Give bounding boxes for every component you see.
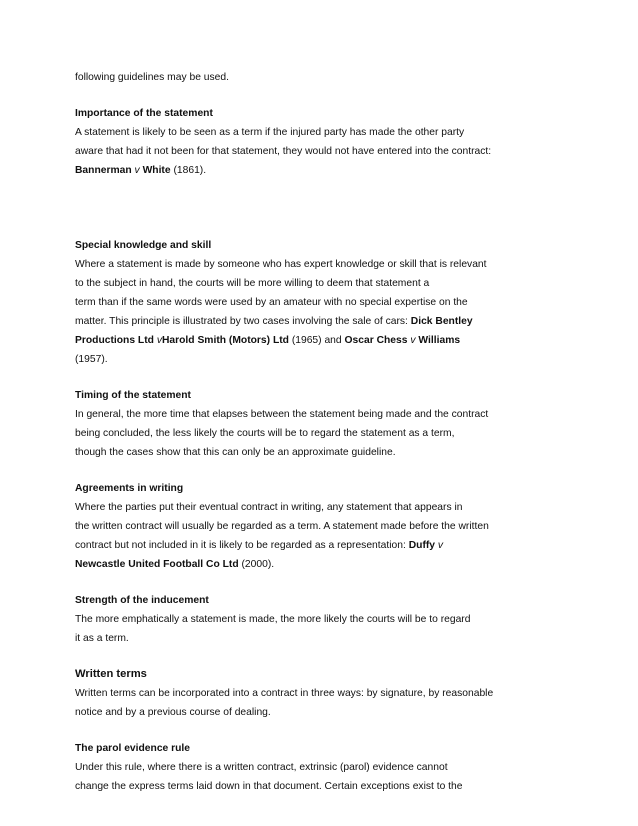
section-heading: Agreements in writing <box>75 483 184 494</box>
paragraph-line: The more emphatically a statement is made, the more likely the courts will be to regard <box>75 614 471 625</box>
paragraph-line: being concluded, the less likely the courts will be to regard the statement as a term, <box>75 428 455 439</box>
section-agreements-in-writing <box>75 479 565 574</box>
case-party: Productions Ltd <box>75 335 154 346</box>
intro-line: following guidelines may be used. <box>75 72 229 83</box>
section-heading: Importance of the statement <box>75 108 213 119</box>
section-written-terms <box>75 665 565 722</box>
paragraph-line: term than if the same words were used by an amateur with no special expertise on the <box>75 297 468 308</box>
paragraph-line: though the cases show that this can only be an approximate guideline. <box>75 447 396 458</box>
paragraph-line: Under this rule, where there is a written contract, extrinsic (parol) evidence cannot <box>75 762 448 773</box>
case-party: Oscar Chess <box>344 335 408 346</box>
paragraph-line: the written contract will usually be regarded as a term. A statement made before the written <box>75 521 489 532</box>
case-party: Bannerman <box>75 165 132 176</box>
case-party: Harold Smith (Motors) Ltd <box>161 335 289 346</box>
case-year: (1957). <box>75 354 108 365</box>
case-citation <box>75 331 565 350</box>
case-citation <box>75 555 565 574</box>
case-party: Williams <box>418 335 461 346</box>
section-parol-evidence <box>75 739 565 796</box>
section-special-knowledge <box>75 236 565 369</box>
case-year: (2000). <box>241 559 275 570</box>
section-heading: Special knowledge and skill <box>75 240 212 251</box>
case-versus: v <box>156 335 162 346</box>
case-party: Duffy <box>408 540 436 551</box>
document-page <box>75 68 565 796</box>
paragraph-line: In general, the more time that elapses between the statement being made and the contract <box>75 409 489 420</box>
section-strength <box>75 591 565 648</box>
section-heading: Written terms <box>75 668 147 680</box>
paragraph-line: A statement is likely to be seen as a term if the injured party has made the other party <box>75 127 465 138</box>
paragraph-line: it as a term. <box>75 633 129 644</box>
paragraph-line: notice and by a previous course of dealing. <box>75 707 271 718</box>
paragraph-line: Where a statement is made by someone who has expert knowledge or skill that is relevant <box>75 259 487 270</box>
case-versus: v <box>437 540 444 551</box>
paragraph-line: to the subject in hand, the courts will be more willing to deem that statement a <box>75 278 430 289</box>
paragraph-line: Where the parties put their eventual contract in writing, any statement that appears in <box>75 502 463 513</box>
section-timing <box>75 386 565 462</box>
paragraph-line: aware that had it not been for that statement, they would not have entered into the contract: <box>75 146 492 157</box>
case-versus: v <box>134 165 140 176</box>
case-citation <box>75 161 565 180</box>
case-versus: v <box>410 335 416 346</box>
section-heading: Timing of the statement <box>75 390 191 401</box>
paragraph-line: Written terms can be incorporated into a contract in three ways: by signature, by reasonable <box>75 688 494 699</box>
paragraph-line: change the express terms laid down in that document. Certain exceptions exist to the <box>75 781 463 792</box>
case-party: Dick Bentley <box>410 316 473 327</box>
paragraph-text: matter. This principle is illustrated by two cases involving the sale of cars: <box>75 316 408 327</box>
case-party: White <box>142 165 171 176</box>
case-year: (1965) and <box>291 335 342 346</box>
case-party: Newcastle United Football Co Ltd <box>75 559 239 570</box>
paragraph-line <box>75 312 565 331</box>
section-importance <box>75 104 565 180</box>
section-heading: The parol evidence rule <box>75 743 191 754</box>
section-heading: Strength of the inducement <box>75 595 209 606</box>
paragraph-text: contract but not included in it is likely to be regarded as a representation: <box>75 540 406 551</box>
case-year: (1861). <box>173 165 207 176</box>
paragraph-line <box>75 536 565 555</box>
